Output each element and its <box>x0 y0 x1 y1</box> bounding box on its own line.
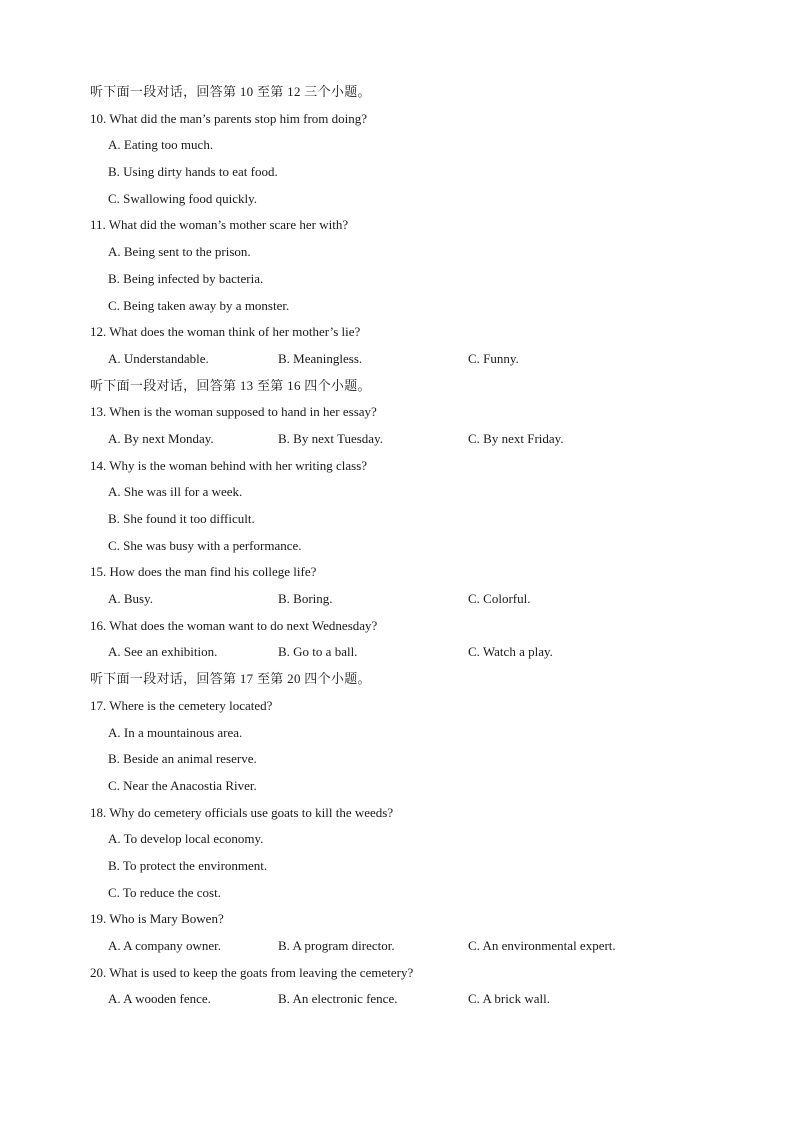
section-heading-1: 听下面一段对话，回答第 10 至第 12 三个小题。 <box>90 84 371 99</box>
q15-option-a: A. Busy. <box>108 591 154 607</box>
q12-options-row <box>90 349 710 376</box>
q17-option-b: B. Beside an animal reserve. <box>108 751 257 767</box>
q11-option-c: C. Being taken away by a monster. <box>108 297 290 313</box>
q18-option-c: C. To reduce the cost. <box>108 884 221 900</box>
q19-option-c: C. An environmental expert. <box>468 938 616 953</box>
q20-options-row <box>90 989 710 1016</box>
q18-option-a: A. To develop local economy. <box>108 831 264 847</box>
q19-option-b: B. A program director. <box>278 938 395 953</box>
q20-option-c: C. A brick wall. <box>468 991 550 1007</box>
question-13: 13. When is the woman supposed to hand in her essay? <box>90 404 377 420</box>
q19-option-a: A. A company owner. <box>108 938 222 953</box>
q11-option-a: A. Being sent to the prison. <box>108 244 251 260</box>
question-18: 18. Why do cemetery officials use goats to kill the weeds? <box>90 804 394 820</box>
q13-option-a: A. By next Monday. <box>108 430 214 446</box>
q11-option-b: B. Being infected by bacteria. <box>108 270 264 286</box>
q12-option-a: A. Understandable. <box>108 350 209 366</box>
question-14: 14. Why is the woman behind with her writing class? <box>90 457 368 473</box>
q13-option-b: B. By next Tuesday. <box>278 430 383 446</box>
q15-option-b: B. Boring. <box>278 591 333 607</box>
question-16: 16. What does the woman want to do next Wednesday? <box>90 617 378 633</box>
question-20: 20. What is used to keep the goats from leaving the cemetery? <box>90 964 414 980</box>
q20-option-b: B. An electronic fence. <box>278 991 398 1007</box>
q13-option-c: C. By next Friday. <box>468 430 564 446</box>
q17-option-c: C. Near the Anacostia River. <box>108 777 257 793</box>
q10-option-a: A. Eating too much. <box>108 137 214 153</box>
q18-option-b: B. To protect the environment. <box>108 857 268 873</box>
q20-option-a: A. A wooden fence. <box>108 991 211 1007</box>
q10-option-c: C. Swallowing food quickly. <box>108 190 258 206</box>
q13-options-row <box>90 429 710 456</box>
q14-option-b: B. She found it too difficult. <box>108 511 255 526</box>
q17-option-a: A. In a mountainous area. <box>108 724 243 740</box>
q14-option-a: A. She was ill for a week. <box>108 484 243 500</box>
question-17: 17. Where is the cemetery located? <box>90 697 273 713</box>
exam-page <box>90 82 710 1016</box>
q16-option-c: C. Watch a play. <box>468 644 553 660</box>
question-11: 11. What did the woman’s mother scare her with? <box>90 217 349 233</box>
section-heading-3: 听下面一段对话，回答第 17 至第 20 四个小题。 <box>90 671 371 687</box>
q16-option-b: B. Go to a ball. <box>278 644 358 660</box>
q16-option-a: A. See an exhibition. <box>108 644 218 660</box>
q14-option-c: C. She was busy with a performance. <box>108 537 302 553</box>
q19-options-row <box>90 936 710 963</box>
q12-option-b: B. Meaningless. <box>278 350 363 366</box>
question-12: 12. What does the woman think of her mother’s lie? <box>90 324 361 340</box>
section-heading-2: 听下面一段对话，回答第 13 至第 16 四个小题。 <box>90 377 371 393</box>
q15-options-row <box>90 589 710 616</box>
q15-option-c: C. Colorful. <box>468 591 531 607</box>
question-10: 10. What did the man’s parents stop him from doing? <box>90 110 368 126</box>
q12-option-c: C. Funny. <box>468 350 519 366</box>
q10-option-b: B. Using dirty hands to eat food. <box>108 164 278 180</box>
question-15: 15. How does the man find his college life? <box>90 564 317 580</box>
question-19: 19. Who is Mary Bowen? <box>90 911 224 927</box>
q16-options-row <box>90 642 710 669</box>
